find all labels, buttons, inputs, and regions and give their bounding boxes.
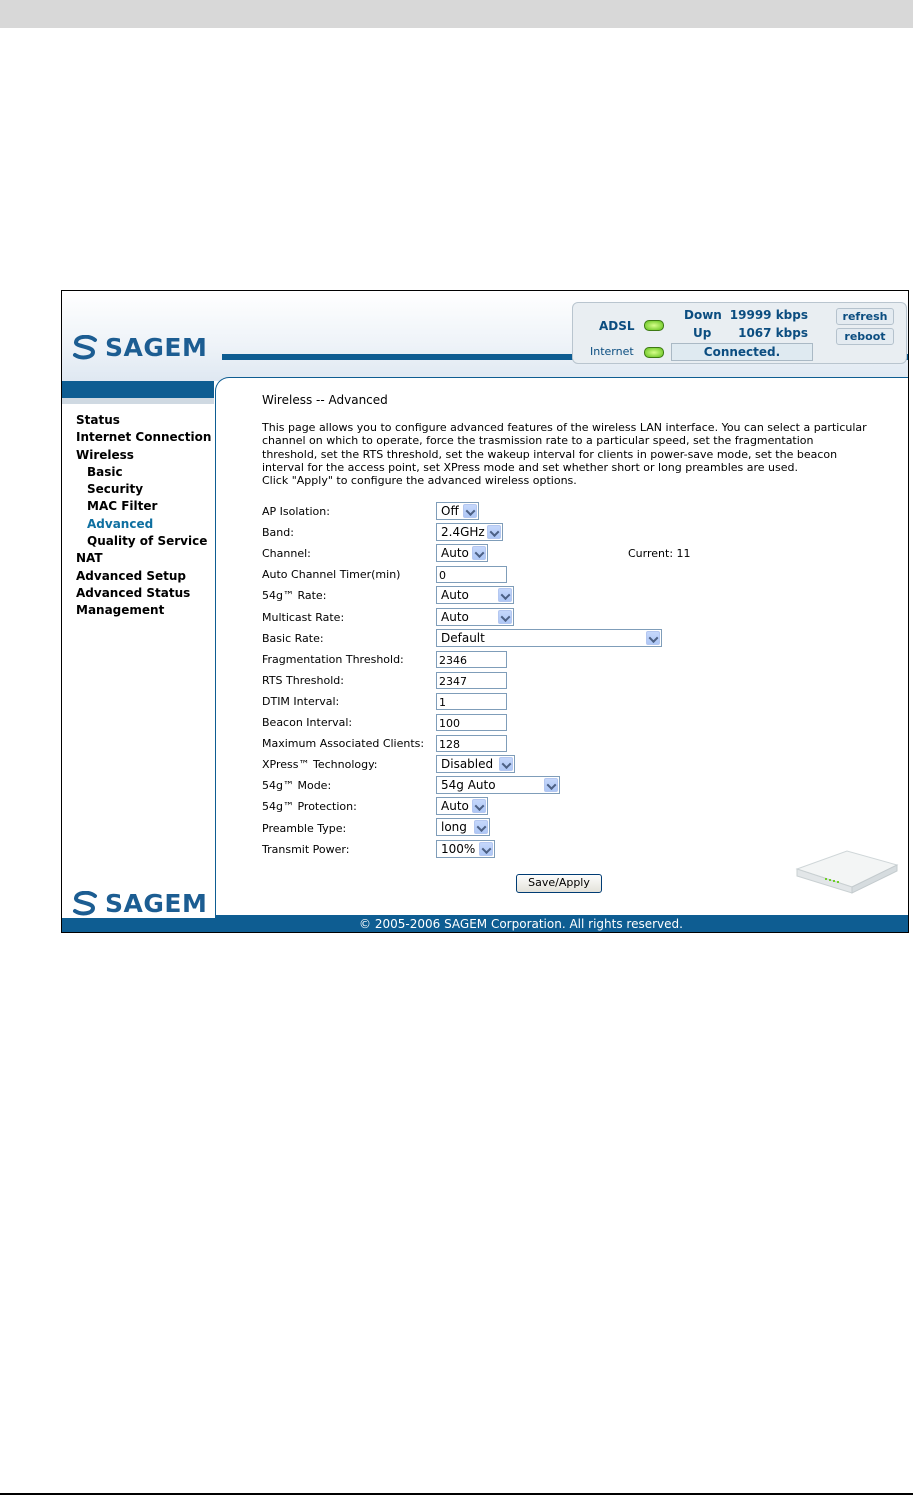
band-select[interactable] <box>436 523 503 541</box>
document-bottom-rule <box>0 1493 913 1495</box>
down-rate: 19999 kbps <box>729 308 808 322</box>
chevron-down-icon <box>487 525 501 539</box>
sidebar-logo-text: SAGEM <box>105 889 208 918</box>
description-line: threshold, set the RTS threshold, set the wakeup interval for clients in power-save mode, set the beacon <box>262 447 838 461</box>
transmit-power-value: 100% <box>441 842 476 856</box>
sidebar-item-internet-connection[interactable]: Internet Connection <box>76 430 212 445</box>
chevron-down-icon <box>463 504 477 518</box>
basic-rate-value: Default <box>441 631 485 645</box>
router-device-icon <box>792 839 902 899</box>
down-label: Down <box>684 308 722 322</box>
sidebar-item-advanced-setup[interactable]: Advanced Setup <box>76 568 187 583</box>
chevron-down-icon <box>474 820 488 834</box>
sidebar-item-wireless[interactable]: Wireless <box>76 447 134 462</box>
sidebar-nav <box>76 412 211 620</box>
up-label: Up <box>693 326 712 340</box>
rate-54g-select[interactable] <box>436 586 514 604</box>
sidebar-item-status[interactable]: Status <box>76 413 120 427</box>
basic-rate-label: Basic Rate: <box>262 632 324 645</box>
sidebar-item-management[interactable]: Management <box>76 603 165 618</box>
auto-channel-timer-input[interactable]: 0 <box>436 566 507 583</box>
description-line: This page allows you to configure advanced features of the wireless LAN interface. You can select a particular <box>262 421 867 434</box>
chevron-down-icon <box>479 842 493 856</box>
internet-led-icon <box>644 347 664 358</box>
adsl-label: ADSL <box>599 319 635 333</box>
preamble-label: Preamble Type: <box>262 822 347 835</box>
footer <box>62 918 908 932</box>
beacon-interval-input[interactable]: 100 <box>436 714 507 731</box>
rate-54g-value: Auto <box>441 588 469 602</box>
up-rate: 1067 kbps <box>738 326 808 340</box>
sidebar-item-security[interactable]: Security <box>87 482 144 497</box>
transmit-power-label: Transmit Power: <box>262 843 350 856</box>
chevron-down-icon <box>498 610 512 624</box>
rts-threshold-input[interactable]: 2347 <box>436 672 507 689</box>
sidebar-item-advanced[interactable]: Advanced <box>87 516 154 531</box>
frag-threshold-label: Fragmentation Threshold: <box>262 653 404 666</box>
chevron-down-icon <box>646 631 660 645</box>
band-label: Band: <box>262 526 294 539</box>
connection-status: Connected. <box>671 343 813 361</box>
chevron-down-icon <box>544 778 558 792</box>
dtim-interval-label: DTIM Interval: <box>262 695 340 708</box>
preamble-value: long <box>441 820 467 834</box>
nav-band <box>62 381 214 398</box>
transmit-power-select[interactable] <box>436 840 495 858</box>
chevron-down-icon <box>472 799 486 813</box>
chevron-down-icon <box>499 757 513 771</box>
multicast-rate-label: Multicast Rate: <box>262 611 345 624</box>
chevron-down-icon <box>498 588 512 602</box>
internet-label: Internet <box>590 345 634 358</box>
xpress-select[interactable] <box>436 755 515 773</box>
mode-54g-label: 54g™ Mode: <box>262 779 332 792</box>
dtim-interval-input[interactable]: 1 <box>436 693 507 710</box>
preamble-select[interactable] <box>436 818 490 836</box>
channel-select[interactable] <box>436 544 488 562</box>
sagem-mark-icon <box>71 335 99 361</box>
ap-isolation-label: AP Isolation: <box>262 505 330 518</box>
page-description <box>262 421 867 488</box>
sidebar-item-mac-filter[interactable]: MAC Filter <box>87 499 158 514</box>
sagem-logo <box>71 333 207 362</box>
protection-54g-label: 54g™ Protection: <box>262 800 357 813</box>
ap-isolation-select[interactable] <box>436 502 479 520</box>
band-value: 2.4GHz <box>441 525 485 539</box>
copyright-text: © 2005-2006 SAGEM Corporation. All rights reserved. <box>359 917 683 931</box>
basic-rate-select[interactable] <box>436 629 662 647</box>
connection-status-panel <box>572 302 907 364</box>
nav-band-shadow <box>62 398 214 404</box>
sidebar-item-advanced-status[interactable]: Advanced Status <box>76 585 191 600</box>
mode-54g-value: 54g Auto <box>441 778 496 792</box>
sagem-mark-icon <box>71 891 99 917</box>
protection-54g-value: Auto <box>441 799 469 813</box>
mode-54g-select[interactable] <box>436 776 560 794</box>
max-clients-input[interactable]: 128 <box>436 735 507 752</box>
router-ui-window <box>61 290 909 933</box>
protection-54g-select[interactable] <box>436 797 488 815</box>
sidebar-item-basic[interactable]: Basic <box>87 464 123 479</box>
auto-channel-timer-label: Auto Channel Timer(min) <box>262 568 401 581</box>
rts-threshold-label: RTS Threshold: <box>262 674 344 687</box>
rate-54g-label: 54g™ Rate: <box>262 589 327 602</box>
multicast-rate-select[interactable] <box>436 608 514 626</box>
refresh-button[interactable]: refresh <box>836 308 894 325</box>
description-line: channel on which to operate, force the trasmission rate to a particular speed, set the fragmentation <box>262 434 814 448</box>
current-channel: Current: 11 <box>628 547 691 560</box>
xpress-value: Disabled <box>441 757 494 771</box>
description-line: Click "Apply" to configure the advanced wireless options. <box>262 474 577 488</box>
sidebar-item-nat[interactable]: NAT <box>76 551 103 566</box>
description-line: interval for the access point, set XPress mode and set whether short or long preambles are used. <box>262 460 799 474</box>
xpress-label: XPress™ Technology: <box>262 758 378 771</box>
max-clients-label: Maximum Associated Clients: <box>262 737 425 750</box>
document-top-bar <box>0 0 913 28</box>
page-title: Wireless -- Advanced <box>262 393 388 407</box>
ap-isolation-value: Off <box>441 504 459 518</box>
multicast-rate-value: Auto <box>441 610 469 624</box>
sidebar-sagem-logo <box>71 889 207 918</box>
frag-threshold-input[interactable]: 2346 <box>436 651 507 668</box>
channel-label: Channel: <box>262 547 311 560</box>
chevron-down-icon <box>472 546 486 560</box>
reboot-button[interactable]: reboot <box>836 328 894 345</box>
channel-value: Auto <box>441 546 469 560</box>
adsl-led-icon <box>644 320 664 331</box>
beacon-interval-label: Beacon Interval: <box>262 716 353 729</box>
sidebar-item-quality-of-service[interactable]: Quality of Service <box>87 534 208 549</box>
save-apply-button[interactable]: Save/Apply <box>516 874 602 893</box>
logo-text: SAGEM <box>105 333 208 362</box>
